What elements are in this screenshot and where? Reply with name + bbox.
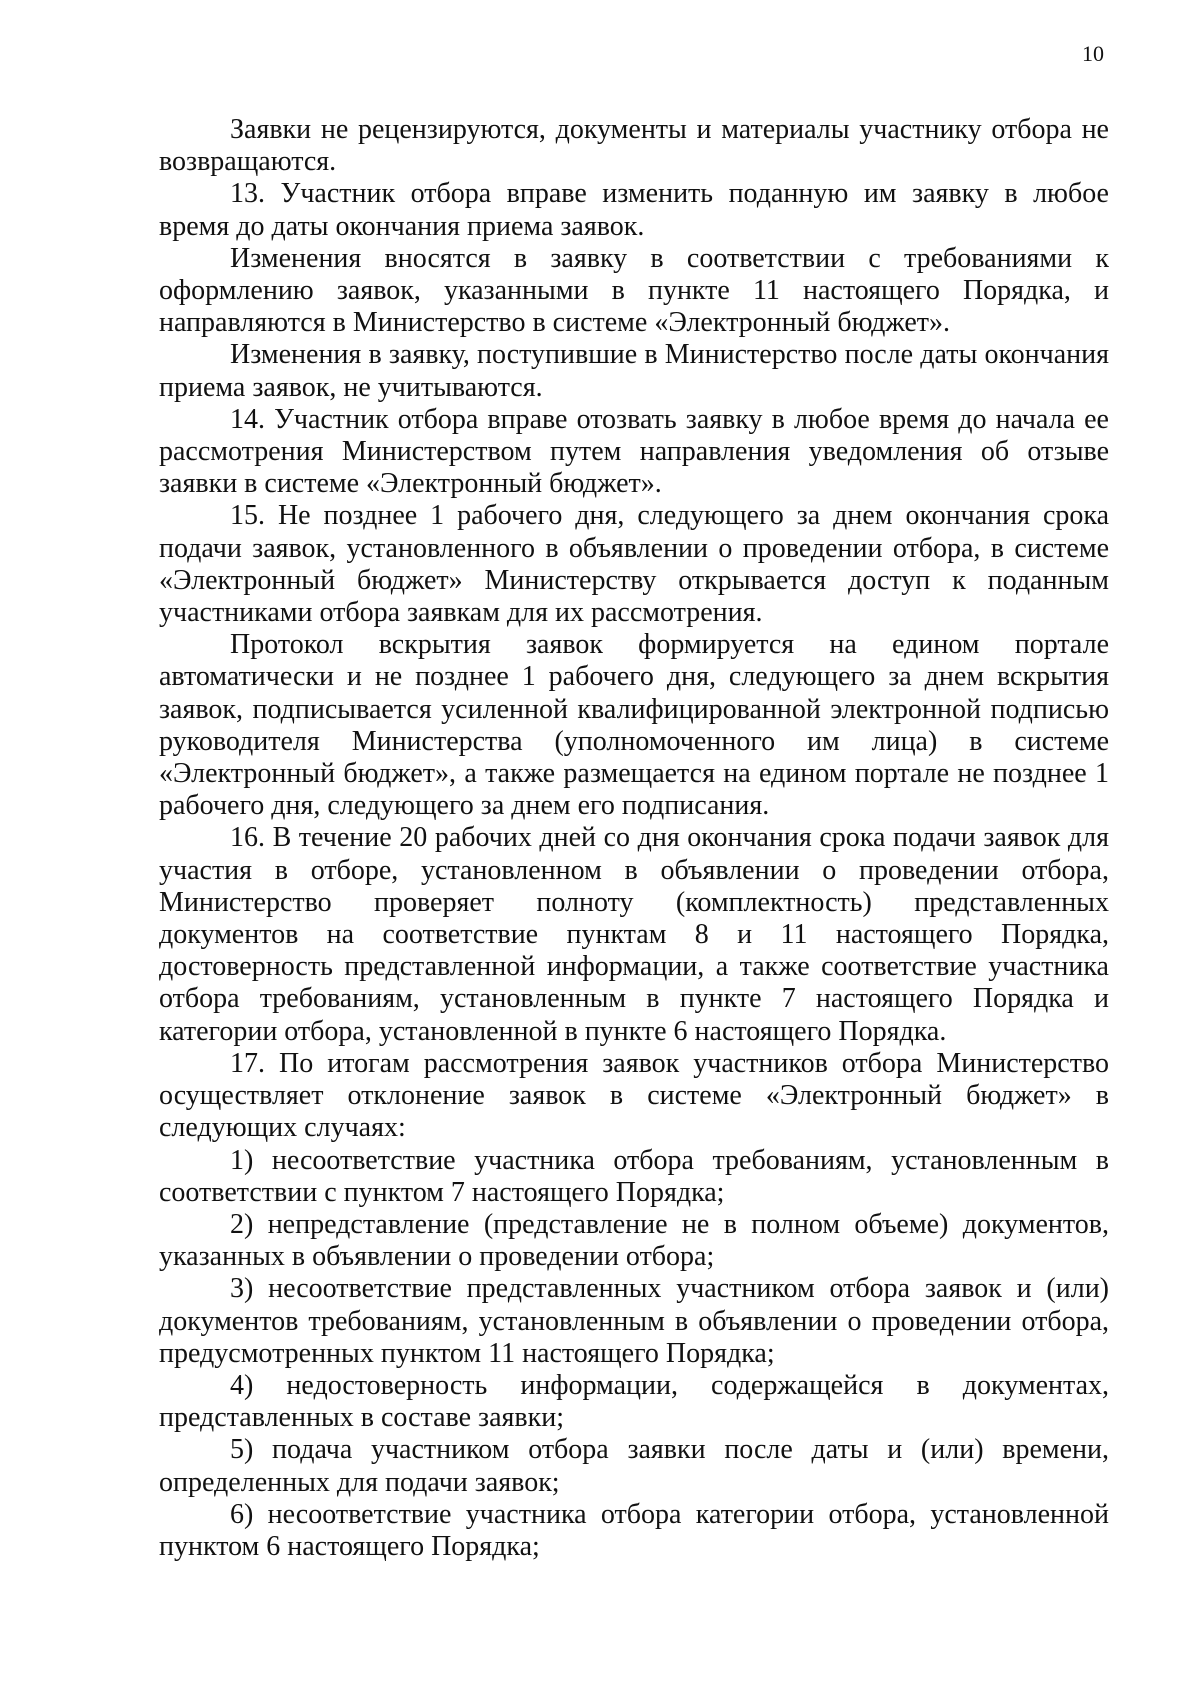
- paragraph: 13. Участник отбора вправе изменить поданную им заявку в любое время до даты окончания приема заявок.: [159, 178, 1109, 242]
- page-number: 10: [1082, 41, 1104, 66]
- paragraph: Заявки не рецензируются, документы и материалы участнику отбора не возвращаются.: [159, 114, 1109, 178]
- paragraph: Изменения вносятся в заявку в соответствии с требованиями к оформлению заявок, указанными в пункте 11 настоящего Порядка, и направляются в Министерство в системе «Электронный бюджет».: [159, 242, 1109, 339]
- paragraph: 17. По итогам рассмотрения заявок участников отбора Министерство осуществляет отклонение заявок в системе «Электронный бюджет» в следующих случаях:: [159, 1047, 1109, 1144]
- paragraph: Изменения в заявку, поступившие в Министерство после даты окончания приема заявок, не учитываются.: [159, 339, 1109, 403]
- list-item: 1) несоответствие участника отбора требованиям, установленным в соответствии с пунктом 7 настоящего Порядка;: [159, 1144, 1109, 1208]
- paragraph: 16. В течение 20 рабочих дней со дня окончания срока подачи заявок для участия в отборе, установленном в объявлении о проведении отбора, Министерство проверяет полноту (комплектность) представленных документов на соответствие пунктам 8 и 11 настоящего Порядка, достоверность представленной информации, а также соответствие участника отбора требованиям, установленным в пункте 7 настоящего Порядка и категории отбора, установленной в пункте 6 настоящего Порядка.: [159, 822, 1109, 1047]
- list-item: 2) непредставление (представление не в полном объеме) документов, указанных в объявлении о проведении отбора;: [159, 1208, 1109, 1273]
- list-item: 4) недостоверность информации, содержащейся в документах, представленных в составе заявки;: [159, 1369, 1109, 1434]
- document-body: [159, 114, 1109, 1563]
- paragraph: 14. Участник отбора вправе отозвать заявку в любое время до начала ее рассмотрения Министерством путем направления уведомления об отзыве заявки в системе «Электронный бюджет».: [159, 403, 1109, 500]
- list-item: 5) подача участником отбора заявки после даты и (или) времени, определенных для подачи заявок;: [159, 1434, 1109, 1498]
- paragraph: Протокол вскрытия заявок формируется на едином портале автоматически и не позднее 1 рабочего дня, следующего за днем вскрытия заявок, подписывается усиленной квалифицированной электронной подписью руководителя Министерства (уполномоченного им лица) в системе «Электронный бюджет», а также размещается на едином портале не позднее 1 рабочего дня, следующего за днем его подписания.: [159, 629, 1109, 822]
- list-item: 3) несоответствие представленных участником отбора заявок и (или) документов требованиям, установленным в объявлении о проведении отбора, предусмотренных пунктом 11 настоящего Порядка;: [159, 1273, 1109, 1369]
- list-item: 6) несоответствие участника отбора категории отбора, установленной пунктом 6 настоящего Порядка;: [159, 1498, 1109, 1562]
- paragraph: 15. Не позднее 1 рабочего дня, следующего за днем окончания срока подачи заявок, установленного в объявлении о проведении отбора, в системе «Электронный бюджет» Министерству открывается доступ к поданным участниками отбора заявкам для их рассмотрения.: [159, 500, 1109, 629]
